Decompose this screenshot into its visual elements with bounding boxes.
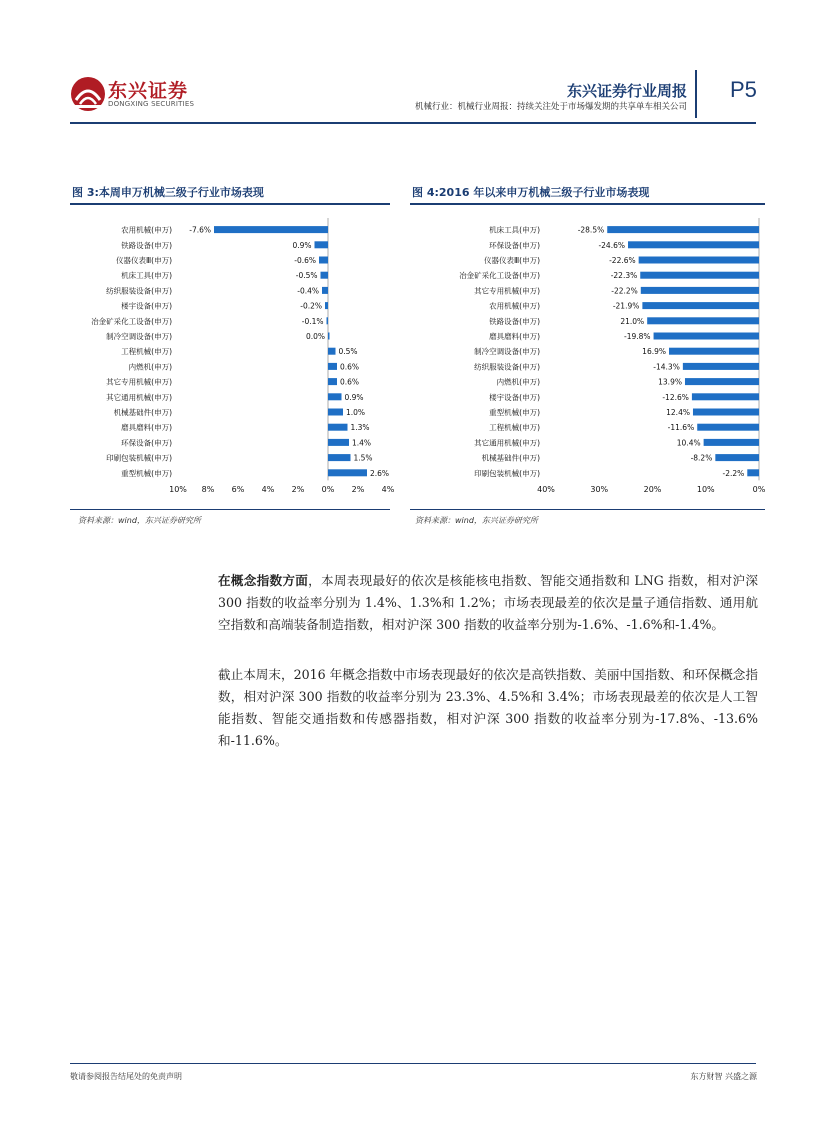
category-label: 农用机械(申万) (489, 301, 540, 311)
figure-4-bottom-rule (410, 509, 765, 510)
value-label: 1.3% (350, 423, 370, 433)
value-label: -0.5% (295, 271, 318, 281)
chart-bar (697, 424, 759, 431)
figure-3-title: 图 3:本周申万机械三级子行业市场表现 (72, 186, 264, 199)
figure-4-chart (410, 210, 765, 505)
x-tick-label: 2% (291, 485, 305, 494)
category-label: 制冷空调设备(申万) (106, 332, 172, 341)
category-label: 内燃机(申万) (496, 377, 540, 387)
report-type: 东兴证券行业周报 (566, 82, 687, 100)
figure-3-bottom-rule (70, 509, 390, 510)
chart-bar (683, 363, 759, 370)
category-label: 其它专用机械(申万) (106, 377, 172, 387)
logo-text-en: DONGXING SECURITIES (108, 100, 195, 108)
value-label: 0.6% (340, 377, 360, 387)
category-label: 磨具磨料(申万) (489, 332, 540, 341)
value-label: -19.8% (624, 332, 651, 341)
value-label: -0.1% (301, 316, 324, 326)
x-tick-label: 2% (351, 485, 365, 494)
chart-bar (692, 393, 759, 400)
category-label: 纺织服装设备(申万) (106, 286, 172, 296)
chart-bar (328, 333, 330, 340)
value-label: 2.6% (370, 468, 390, 478)
x-tick-label: 10% (169, 485, 187, 494)
chart-bar (747, 469, 759, 476)
chart-bar (328, 424, 348, 431)
chart-bar (685, 378, 759, 385)
value-label: -21.9% (612, 301, 640, 311)
value-label: -22.3% (610, 271, 638, 281)
category-label: 冶金矿采化工设备(申万) (459, 271, 540, 281)
value-label: 0.5% (338, 347, 358, 357)
category-label: 农用机械(申万) (121, 225, 172, 235)
footer-rule (70, 1063, 756, 1064)
value-label: -0.2% (300, 301, 322, 311)
category-label: 重型机械(申万) (121, 468, 172, 478)
chart-bar (214, 226, 328, 233)
category-label: 环保设备(申万) (489, 240, 540, 250)
chart-bar (328, 439, 349, 446)
x-tick-label: 40% (537, 485, 555, 494)
header-rule (70, 122, 756, 124)
x-tick-label: 0% (752, 485, 766, 494)
figure-3-source: 资料来源：wind，东兴证券研究所 (78, 516, 201, 525)
value-label: -12.6% (662, 392, 689, 402)
chart-bar (328, 378, 337, 385)
x-tick-label: 20% (643, 485, 662, 494)
value-label: -0.4% (297, 286, 319, 296)
category-label: 仪器仪表Ⅲ(申万) (483, 256, 540, 265)
x-tick-label: 0% (321, 485, 335, 494)
category-label: 其它通用机械(申万) (106, 392, 172, 402)
value-label: 1.4% (352, 438, 372, 448)
value-label: 10.4% (676, 438, 701, 448)
value-label: 0.6% (340, 362, 360, 372)
category-label: 工程机械(申万) (121, 347, 172, 357)
category-label: 制冷空调设备(申万) (474, 347, 540, 357)
paragraph-lead: 在概念指数方面 (218, 573, 309, 588)
chart-bar (640, 272, 759, 279)
category-label: 印刷包装机械(申万) (474, 468, 540, 478)
category-label: 内燃机(申万) (128, 362, 172, 372)
x-tick-label: 4% (261, 485, 275, 494)
figure-4-top-rule (410, 203, 765, 205)
chart-bar (647, 317, 759, 324)
value-label: 13.9% (658, 377, 682, 387)
chart-bar (328, 454, 351, 461)
category-label: 机床工具(申万) (121, 271, 172, 281)
figure-3-chart (70, 210, 395, 505)
chart-bar (327, 317, 329, 324)
category-label: 印刷包装机械(申万) (106, 453, 172, 463)
paragraph-concept-index-week (218, 570, 758, 636)
x-tick-label: 8% (201, 485, 215, 494)
x-tick-label: 30% (590, 485, 609, 494)
category-label: 冶金矿采化工设备(申万) (91, 316, 172, 326)
chart-bar (704, 439, 759, 446)
chart-bar (325, 302, 328, 309)
chart-bar (328, 409, 343, 416)
chart-bar (669, 348, 759, 355)
figure-4-title: 图 4:2016 年以来申万机械三级子行业市场表现 (412, 186, 650, 199)
category-label: 楼宇设备(申万) (121, 301, 172, 311)
category-label: 铁路设备(申万) (489, 316, 540, 326)
value-label: 16.9% (642, 347, 667, 357)
chart-bar (715, 454, 759, 461)
value-label: -0.6% (294, 256, 316, 265)
category-label: 磨具磨料(申万) (121, 423, 172, 433)
value-label: -8.2% (690, 453, 713, 463)
chart-bar (328, 469, 367, 476)
chart-bar (642, 302, 759, 309)
value-label: 21.0% (620, 316, 645, 326)
value-label: -2.2% (722, 468, 745, 478)
category-label: 纺织服装设备(申万) (474, 362, 540, 372)
x-tick-label: 10% (696, 485, 715, 494)
report-subtitle: 机械行业：机械行业周报：持续关注处于市场爆发期的共享单车相关公司 (414, 102, 687, 112)
chart-bar (319, 257, 328, 264)
category-label: 仪器仪表Ⅲ(申万) (115, 256, 172, 265)
category-label: 楼宇设备(申万) (489, 392, 540, 402)
chart-bar (654, 333, 759, 340)
footer-slogan: 东方财智 兴盛之源 (690, 1072, 757, 1081)
category-label: 机床工具(申万) (489, 225, 540, 235)
chart-bar (328, 348, 336, 355)
chart-bar (328, 393, 342, 400)
footer-disclaimer: 敬请参阅报告结尾处的免责声明 (70, 1072, 182, 1081)
chart-bar (322, 287, 328, 294)
chart-bar (641, 287, 759, 294)
value-label: -24.6% (598, 240, 626, 250)
chart-bar (639, 257, 759, 264)
x-tick-label: 4% (381, 485, 395, 494)
value-label: -11.6% (667, 423, 695, 433)
value-label: 1.0% (346, 408, 366, 417)
chart-bar (321, 272, 329, 279)
category-label: 机械基础件(申万) (113, 408, 172, 417)
paragraph-concept-index-ytd: 截止本周末，2016 年概念指数中市场表现最好的依次是高铁指数、美丽中国指数、和环保概念指数，相对沪深 300 指数的收益率分别为 23.3%、4.5%和 3.4%；市场表现最差的依次是人工智能指数、智能交通指数和传感器指数，相对沪深 300 指数的收益率分别为-17.8%、-13.6%和-11.6%。 (218, 667, 758, 748)
value-label: 12.4% (666, 408, 690, 417)
logo-text-cn: 东兴证券 (108, 80, 189, 102)
category-label: 其它通用机械(申万) (474, 438, 540, 448)
chart-bar (328, 363, 337, 370)
category-label: 其它专用机械(申万) (474, 286, 540, 296)
value-label: 0.9% (292, 240, 312, 250)
chart-bar (628, 241, 759, 248)
category-label: 环保设备(申万) (121, 438, 172, 448)
value-label: -22.2% (611, 286, 638, 296)
header-divider (695, 70, 697, 118)
figure-3-top-rule (70, 203, 390, 205)
value-label: -14.3% (653, 362, 680, 372)
value-label: 0.9% (344, 392, 364, 402)
category-label: 工程机械(申万) (489, 423, 540, 433)
page-number: P5 (730, 77, 757, 102)
value-label: 1.5% (353, 453, 373, 463)
chart-bar (607, 226, 759, 233)
category-label: 铁路设备(申万) (121, 240, 172, 250)
chart-bar (693, 409, 759, 416)
value-label: -22.6% (609, 256, 636, 265)
x-tick-label: 6% (231, 485, 245, 494)
value-label: 0.0% (305, 332, 325, 341)
value-label: -7.6% (189, 225, 211, 235)
chart-bar (315, 241, 329, 248)
category-label: 机械基础件(申万) (481, 453, 540, 463)
paragraph-text: ，本周表现最好的依次是核能核电指数、智能交通指数和 LNG 指数，相对沪深 300 指数的收益率分别为 1.4%、1.3%和 1.2%；市场表现最差的依次是量子通信指数、通用航空指数和高端装备制造指数，相对沪深 300 指数的收益率分别为-1.6%、-1.6%和-1.4%。 (218, 573, 759, 632)
value-label: -28.5% (577, 225, 605, 235)
figure-4-source: 资料来源：wind，东兴证券研究所 (415, 516, 538, 525)
category-label: 重型机械(申万) (489, 408, 540, 417)
